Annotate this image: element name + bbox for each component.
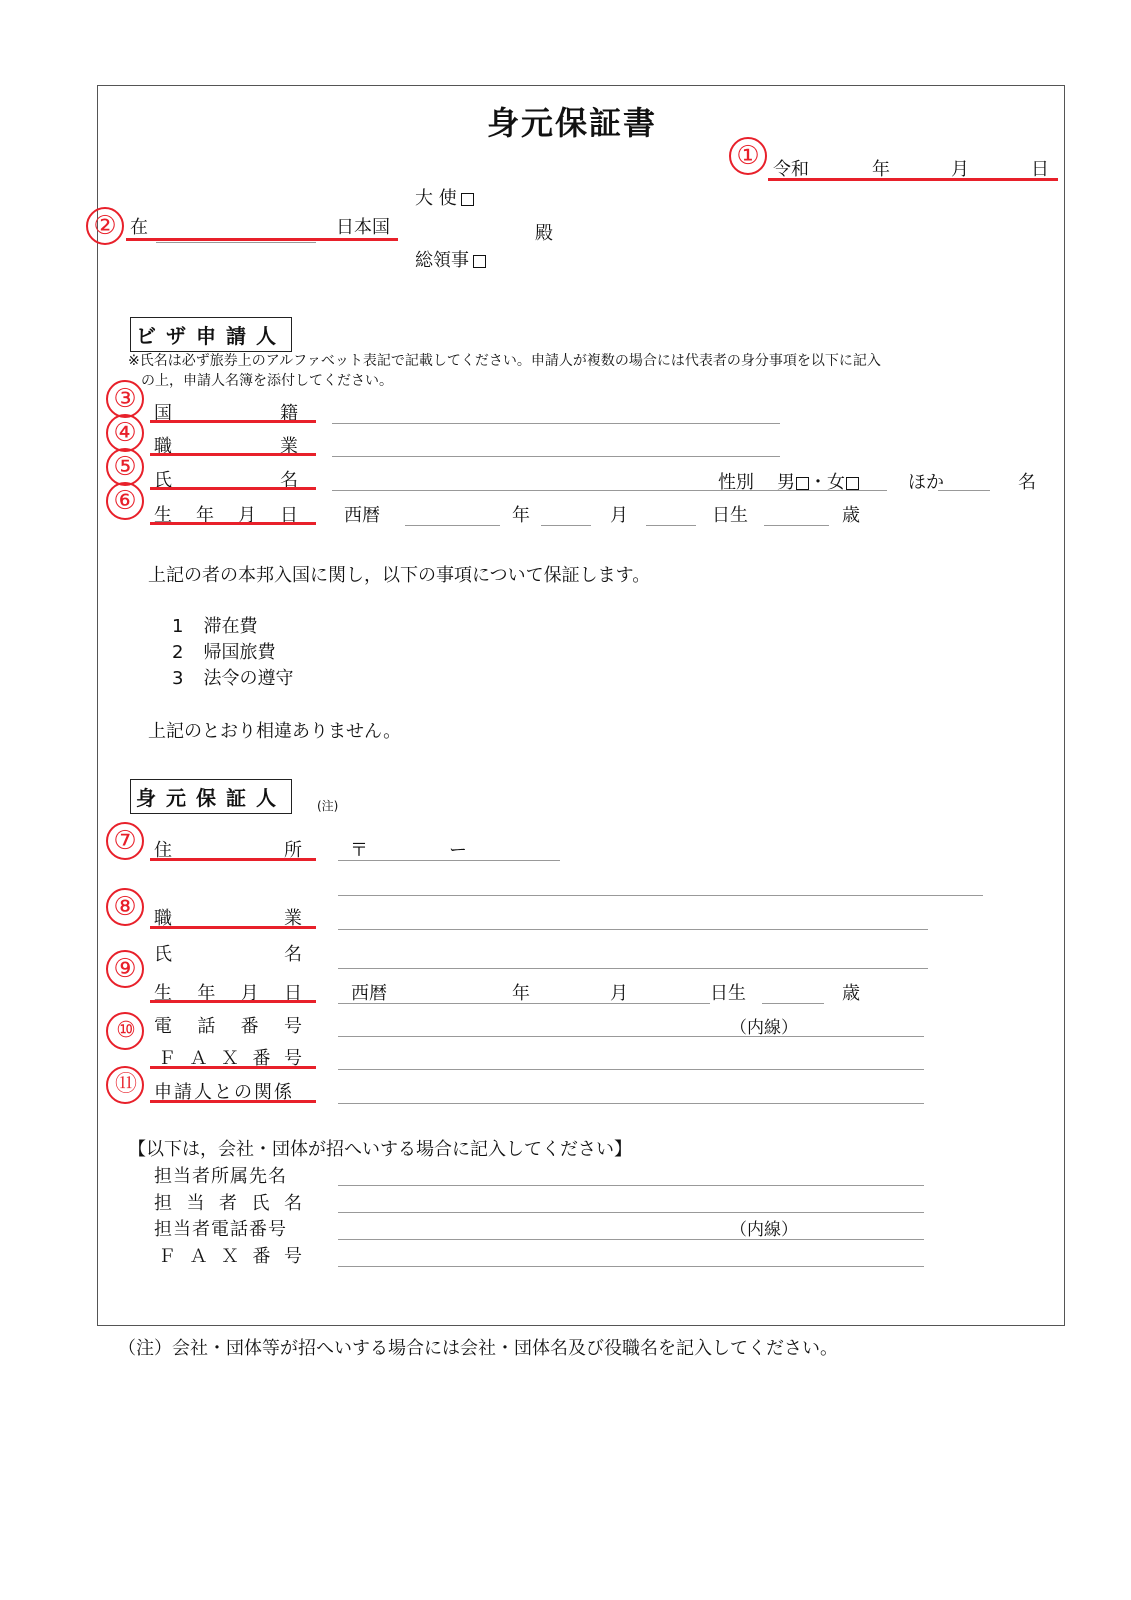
birth-underline-red (150, 522, 316, 525)
marker-7: ⑦ (106, 822, 144, 860)
marker-3: ③ (106, 380, 144, 418)
marker-11: ⑪ (106, 1066, 144, 1104)
applicant-year-label: 年 (512, 505, 530, 526)
postal-code-field[interactable] (338, 860, 560, 861)
applicant-name-label: 氏 名 (154, 470, 298, 491)
guarantor-address-field[interactable] (338, 895, 983, 896)
others-unit: 名 (1018, 472, 1036, 493)
marker-2: ② (86, 207, 124, 245)
others-label: ほか (908, 472, 944, 493)
name-underline-red (150, 487, 316, 490)
guarantor-occupation-field[interactable] (338, 929, 928, 930)
female-checkbox[interactable] (846, 477, 859, 490)
company-fax-field[interactable] (338, 1266, 924, 1267)
marker-1: ① (729, 137, 767, 175)
date-month-label: 月 (951, 159, 969, 180)
guarantor-seireki: 西暦 (351, 983, 387, 1004)
male-checkbox[interactable] (796, 477, 809, 490)
applicant-age-field[interactable] (764, 525, 829, 526)
guarantor-occupation-label: 職 業 (154, 908, 302, 929)
guarantor-name-field[interactable] (338, 968, 928, 969)
nationality-underline-red (150, 420, 316, 423)
guarantor-phone-field[interactable] (338, 1036, 924, 1037)
relation-label: 申請人との関係 (154, 1082, 294, 1103)
guarantor-name-label: 氏 名 (154, 944, 302, 965)
postal-mark: 〒 (350, 840, 368, 861)
guarantor-born-label: 日生 (710, 983, 746, 1004)
ambassador-checkbox[interactable] (461, 193, 474, 206)
company-header: 【以下は，会社・団体が招へいする場合に記入してください】 (128, 1139, 632, 1160)
applicant-birth-label: 生 年 月 日 (154, 505, 298, 526)
guarantor-note-mark: (注) (317, 799, 339, 813)
item-2: 2 帰国旅費 (172, 642, 276, 663)
marker-5: ⑤ (106, 448, 144, 486)
guarantor-occupation-underline-red (150, 926, 316, 929)
footnote: （注）会社・団体等が招へいする場合には会社・団体名及び役職名を記入してください。 (118, 1338, 838, 1359)
guarantor-year-label: 年 (512, 983, 530, 1004)
applicant-section-title: ビザ申請人 (130, 317, 292, 352)
guarantor-month-label: 月 (610, 983, 628, 1004)
applicant-note-line1: ※氏名は必ず旅券上のアルファベット表記で記載してください。申請人が複数の場合には代表者の身分事項を以下に記入 (128, 353, 881, 369)
company-fax-label: Ｆ Ａ Ｘ 番 号 (158, 1246, 302, 1267)
marker-6: ⑥ (106, 482, 144, 520)
company-person-field[interactable] (338, 1212, 924, 1213)
date-day-label: 日 (1031, 159, 1049, 180)
guarantor-phone-label: 電 話 番 号 (154, 1016, 302, 1037)
applicant-birth-year-field[interactable] (405, 525, 500, 526)
guarantee-intro: 上記の者の本邦入国に関し，以下の事項について保証します。 (148, 565, 651, 586)
others-count-field[interactable] (938, 490, 990, 491)
guarantor-section-title: 身元保証人 (130, 779, 292, 814)
applicant-birth-month-field[interactable] (541, 525, 591, 526)
guarantor-birth-label: 生 年 月 日 (154, 983, 302, 1004)
gender-male-option[interactable]: 男 ・女 (777, 468, 859, 494)
ambassador-label: 大 使 (415, 188, 457, 209)
guarantor-birth-underline-red (150, 1000, 316, 1003)
date-era: 令和 (773, 159, 809, 180)
guarantor-fax-label: Ｆ Ａ Ｘ 番 号 (158, 1048, 302, 1069)
marker-4: ④ (106, 414, 144, 452)
applicant-seireki: 西暦 (344, 505, 380, 526)
guarantor-address-label: 住 所 (154, 840, 302, 861)
addressee-prefix: 在 (130, 217, 148, 238)
addressee-blank[interactable] (156, 242, 316, 243)
fax-underline-red (150, 1066, 316, 1069)
consul-label: 総領事 (415, 250, 469, 271)
date-year-label: 年 (872, 159, 890, 180)
company-phone-label: 担当者電話番号 (154, 1219, 287, 1240)
company-extension-label: （内線） (730, 1220, 798, 1240)
postal-dash: ー (449, 840, 467, 861)
company-person-label: 担 当 者 氏 名 (154, 1193, 302, 1214)
gender-label: 性別 (718, 472, 754, 493)
guarantor-age-label: 歳 (842, 983, 860, 1004)
applicant-birth-day-field[interactable] (646, 525, 696, 526)
consul-option[interactable] (415, 246, 486, 272)
ambassador-option[interactable] (415, 184, 474, 210)
applicant-age-label: 歳 (842, 505, 860, 526)
item-3: 3 法令の遵守 (172, 668, 294, 689)
consul-checkbox[interactable] (473, 255, 486, 268)
date-underline[interactable] (768, 178, 1058, 181)
nationality-field[interactable] (332, 423, 780, 424)
company-dept-field[interactable] (338, 1185, 924, 1186)
relation-field[interactable] (338, 1103, 924, 1104)
applicant-born-label: 日生 (712, 505, 748, 526)
closing-statement: 上記のとおり相違ありません。 (148, 721, 402, 742)
item-1: 1 滞在費 (172, 616, 258, 637)
addressee-underline (126, 238, 398, 241)
nationality-label: 国 籍 (154, 403, 298, 424)
guarantor-extension-label: （内線） (730, 1018, 798, 1038)
occupation-underline-red (150, 453, 316, 456)
marker-8: ⑧ (106, 888, 144, 926)
relation-underline-red (150, 1100, 316, 1103)
address-underline-red (150, 858, 316, 861)
honorific: 殿 (535, 223, 553, 244)
applicant-month-label: 月 (610, 505, 628, 526)
applicant-note-line2: の上，申請人名簿を添付してください。 (141, 373, 393, 389)
marker-10: ⑩ (106, 1012, 144, 1050)
page-title: 身元保証書 (487, 104, 658, 142)
company-phone-field[interactable] (338, 1239, 924, 1240)
guarantor-fax-field[interactable] (338, 1069, 924, 1070)
guarantor-age-field[interactable] (762, 1003, 824, 1004)
marker-9: ⑨ (106, 950, 144, 988)
applicant-occupation-label: 職 業 (154, 436, 298, 457)
addressee-country: 日本国 (336, 217, 390, 238)
company-dept-label: 担当者所属先名 (154, 1166, 287, 1187)
applicant-occupation-field[interactable] (332, 456, 780, 457)
